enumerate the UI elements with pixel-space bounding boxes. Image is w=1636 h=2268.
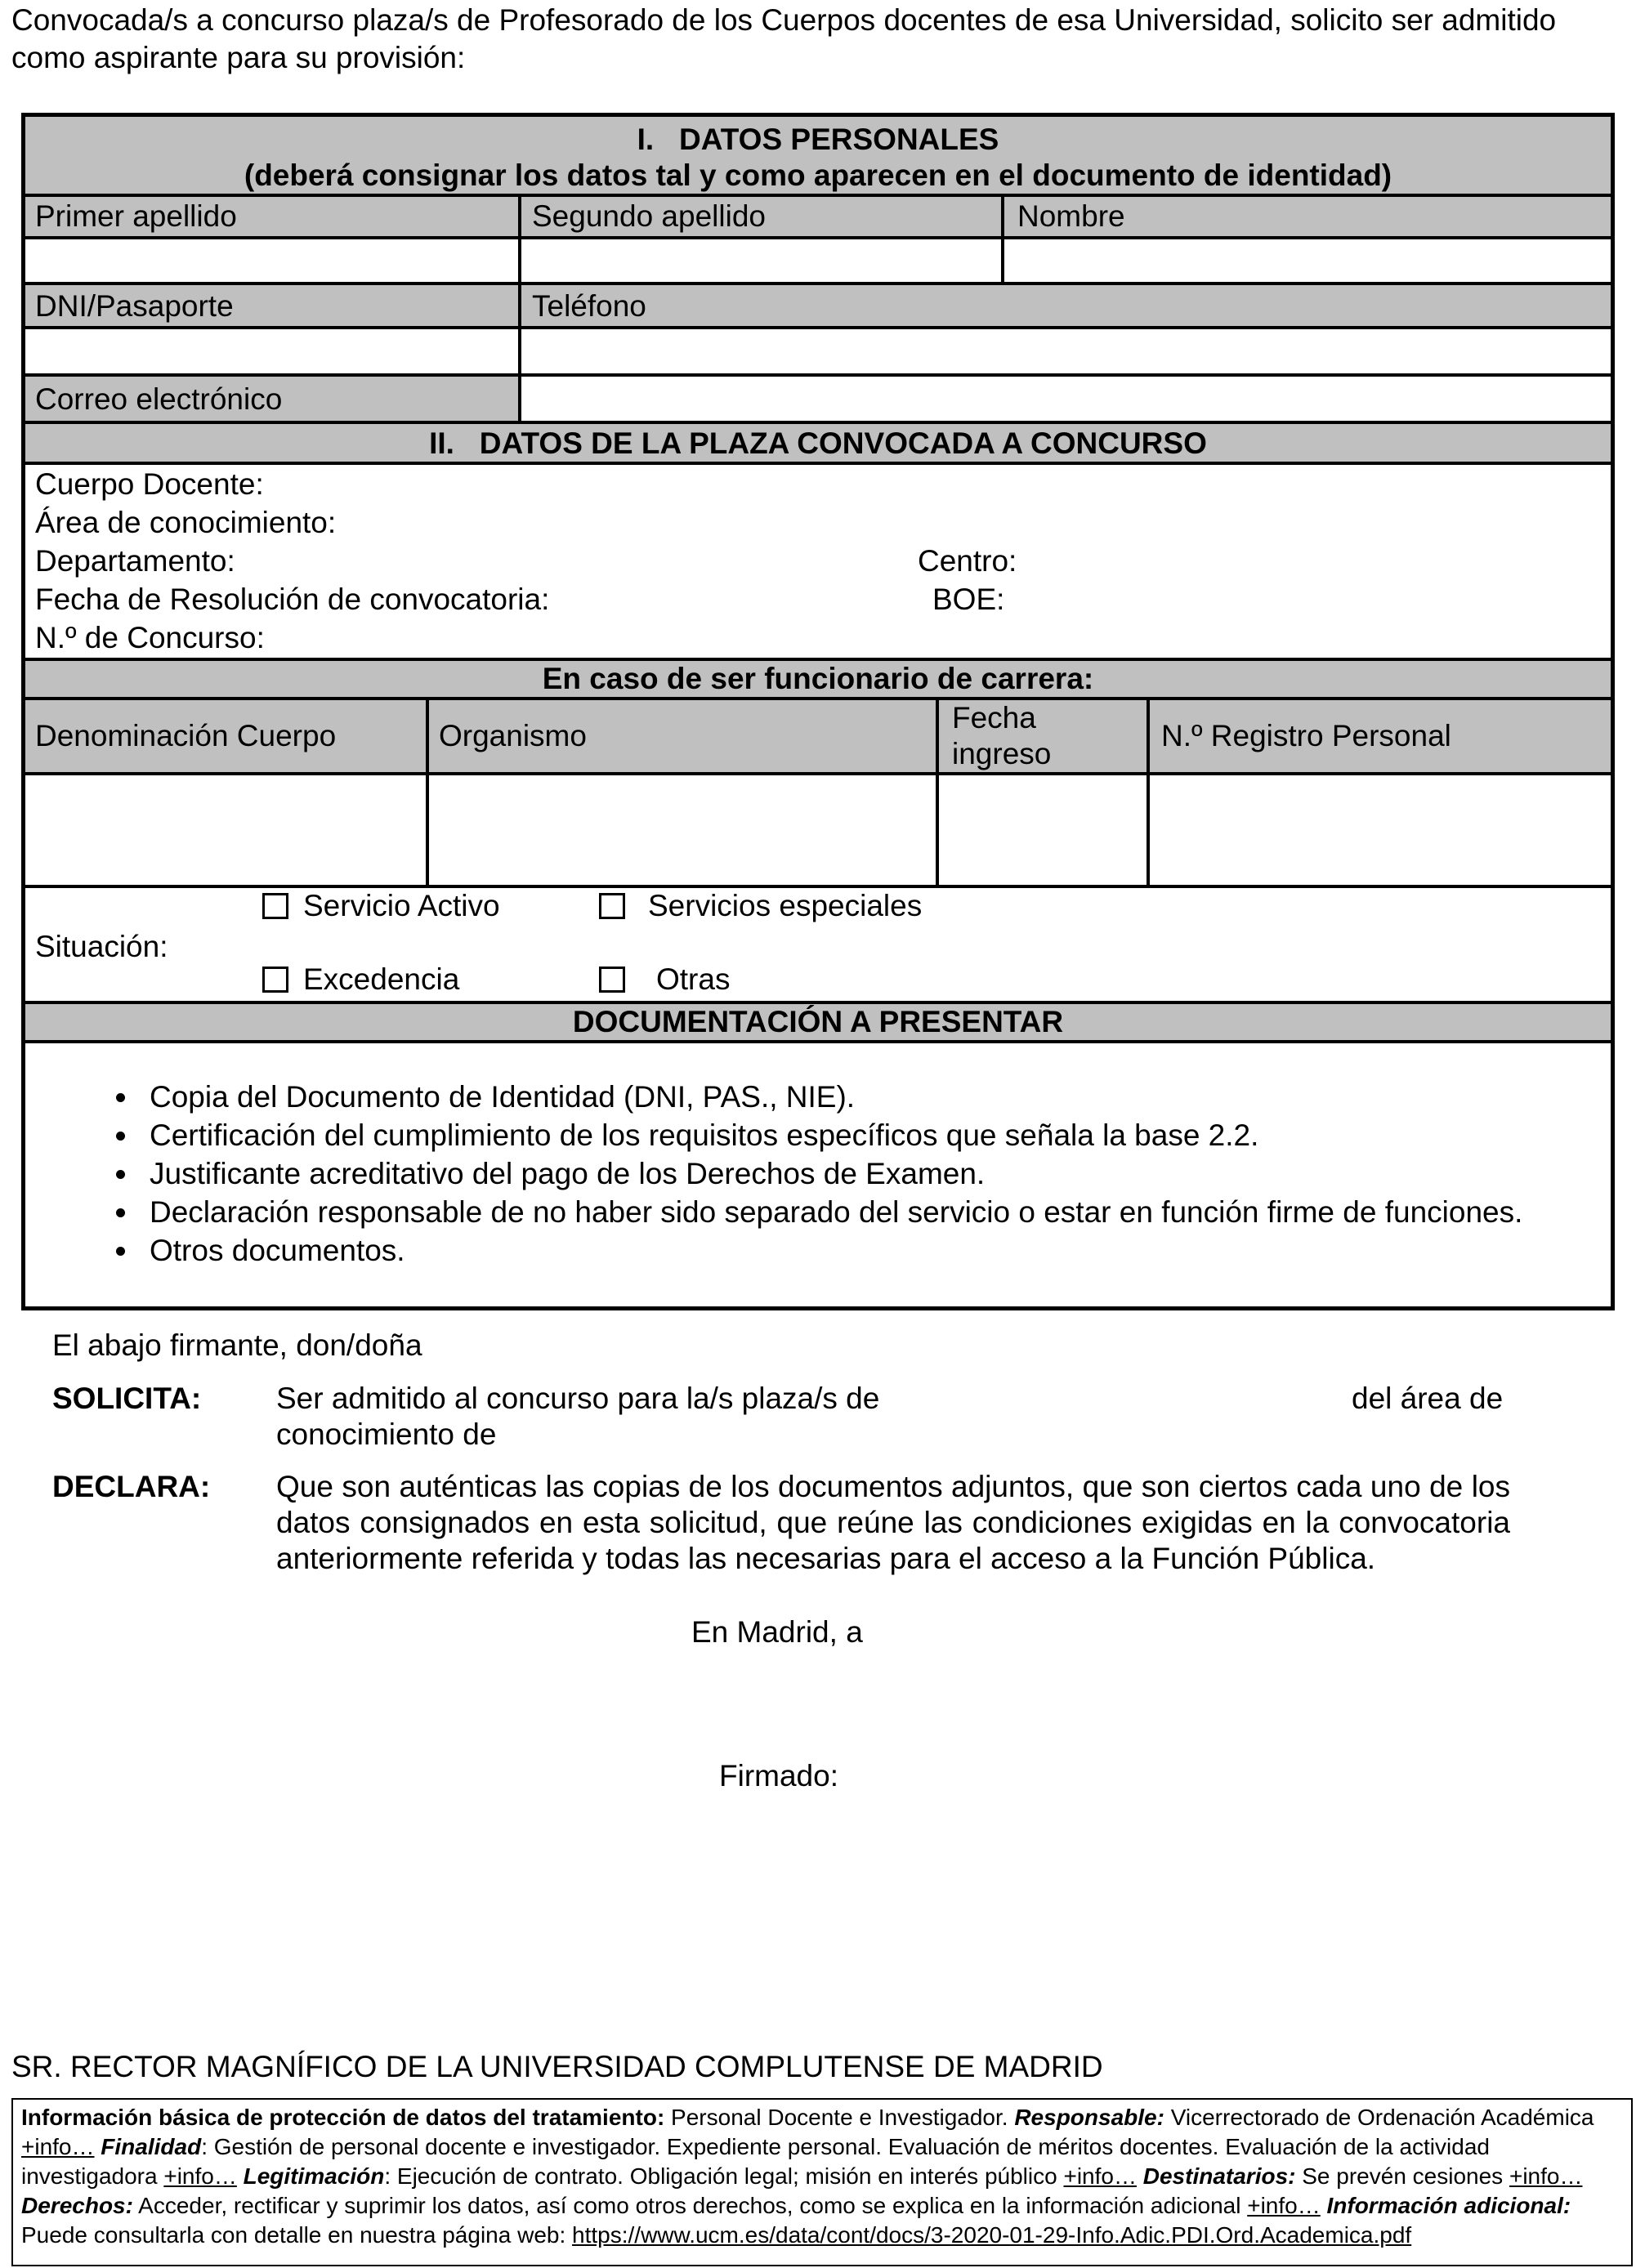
destinatarios-text: Se prevén cesiones [1295,2163,1509,2189]
dni-field[interactable] [25,329,518,373]
denominacion-cuerpo-field[interactable] [25,775,426,885]
firmado-label: Firmado: [719,1759,838,1793]
registro-personal-field[interactable] [1150,775,1611,885]
nombre-field[interactable] [1004,239,1611,282]
organismo-field[interactable] [429,775,936,885]
firmante-text: El abajo firmante, don/doña [52,1328,422,1362]
info-link[interactable]: +info… [1509,2163,1583,2189]
divider [1001,194,1004,285]
solicita-label: SOLICITA: [52,1382,202,1415]
declara-text: Que son auténticas las copias de los documentos adjuntos, que son ciertos cada uno de los datos consignados en esta solicitud, que reúne las condiciones exigidas en la convocatoria anteriormente referida y todas las necesarias para el acceso a la Función Pública. [276,1470,1510,1575]
fecha-resolucion-label: Fecha de Resolución de convocatoria: [35,583,550,616]
solicitud-form [21,113,1615,1310]
organismo-label: Organismo [439,719,587,752]
fecha-ingreso-field[interactable] [939,775,1147,885]
destinatarios-label: Destinatarios: [1142,2163,1296,2189]
fecha-ingreso-label-1: Fecha [952,701,1036,734]
dni-label: DNI/Pasaporte [35,289,234,323]
dni-labels-row [25,285,1611,326]
telefono-field[interactable] [521,329,1611,373]
divider [518,194,521,424]
servicio-activo-label: Servicio Activo [303,889,500,922]
info-adicional-text: Puede consultarla con detalle en nuestra página web: [21,2222,573,2248]
nombre-label: Nombre [1017,199,1125,233]
finalidad-text: : Gestión de personal docente e investigador. Expediente personal. Evaluación de méritos docentes. Evaluación de la actividad investigadora [21,2134,1490,2189]
area-conocimiento-label: Área de conocimiento: [35,506,337,539]
correo-label: Correo electrónico [35,382,283,416]
servicios-especiales-label: Servicios especiales [648,889,923,922]
telefono-label: Teléfono [532,289,646,323]
section1-title: I. DATOS PERSONALES [637,123,999,156]
section2-title: II. DATOS DE LA PLAZA CONVOCADA A CONCURSO [429,426,1207,460]
solicita-area-text: del área de [1352,1382,1504,1415]
servicios-especiales-checkbox[interactable] [599,893,625,919]
solicita-text: Ser admitido al concurso para la/s plaza/s de [276,1382,880,1415]
finalidad-label: Finalidad [101,2134,202,2159]
documentacion-item: • Otros documentos. [140,1231,1522,1270]
primer-apellido-label: Primer apellido [35,199,237,233]
responsable-label: Responsable: [1014,2105,1164,2130]
info-link[interactable]: +info… [21,2134,95,2159]
servicio-activo-checkbox[interactable] [262,893,288,919]
divider [25,462,1611,465]
name-labels-row [25,197,1611,236]
documentacion-list [91,1078,1522,1270]
fecha-ingreso-label-2: ingreso [952,737,1052,770]
divider [25,1040,1611,1043]
documentacion-item: • Copia del Documento de Identidad (DNI, PAS., NIE). [140,1078,1522,1116]
centro-label: Centro: [918,544,1017,578]
legitimacion-text: : Ejecución de contrato. Obligación legal; misión en interés público [384,2163,1064,2189]
documentacion-title: DOCUMENTACIÓN A PRESENTAR [572,1005,1064,1038]
otras-label: Otras [656,962,731,996]
divider [936,697,939,888]
proteccion-text: Personal Docente e Investigador. [664,2105,1015,2130]
solicita-conocimiento-text: conocimiento de [276,1418,497,1451]
segundo-apellido-label: Segundo apellido [532,199,766,233]
excedencia-label: Excedencia [303,962,460,996]
destinatario: SR. RECTOR MAGNÍFICO DE LA UNIVERSIDAD COMPLUTENSE DE MADRID [11,2050,1103,2083]
documentacion-item: • Certificación del cumplimiento de los requisitos específicos que señala la base 2.2. [140,1116,1522,1154]
departamento-label: Departamento: [35,544,235,578]
info-link[interactable]: +info… [1247,2193,1321,2218]
documentacion-item: • Declaración responsable de no haber sido separado del servicio o estar en función firme de funciones. [140,1193,1522,1231]
legitimacion-label: Legitimación [243,2163,385,2189]
responsable-text: Vicerrectorado de Ordenación Académica [1164,2105,1594,2130]
boe-label: BOE: [932,583,1005,616]
divider [426,697,429,888]
denominacion-cuerpo-label: Denominación Cuerpo [35,719,337,752]
documentacion-item: • Justificante acreditativo del pago de los Derechos de Examen. [140,1154,1522,1193]
excedencia-checkbox[interactable] [262,967,288,993]
derechos-text: Acceder, rectificar y suprimir los datos, así como otros derechos, como se explica en la información adicional [132,2193,1248,2218]
segundo-apellido-field[interactable] [521,239,1001,282]
n-concurso-label: N.º de Concurso: [35,621,265,654]
proteccion-datos-box [11,2098,1633,2266]
info-adicional-label: Información adicional: [1326,2193,1571,2218]
otras-checkbox[interactable] [599,967,625,993]
situacion-label: Situación: [35,930,168,963]
registro-personal-label: N.º Registro Personal [1161,719,1451,752]
primer-apellido-field[interactable] [25,239,518,282]
lugar-fecha: En Madrid, a [691,1615,863,1649]
section1-subtitle: (deberá consignar los datos tal y como aparecen en el documento de identidad) [244,158,1392,192]
cuerpo-docente-label: Cuerpo Docente: [35,467,264,501]
divider [1147,697,1150,888]
derechos-label: Derechos: [21,2193,133,2218]
info-adicional-url[interactable]: https://www.ucm.es/data/cont/docs/3-2020-01-29-Info.Adic.PDI.Ord.Academica.pdf [572,2222,1412,2248]
info-link[interactable]: +info… [163,2163,237,2189]
declara-label: DECLARA: [52,1470,211,1503]
info-link[interactable]: +info… [1063,2163,1137,2189]
proteccion-title: Información básica de protección de datos del tratamiento: [21,2105,665,2130]
correo-field[interactable] [521,377,1611,421]
intro-text: Convocada/s a concurso plaza/s de Profesorado de los Cuerpos docentes de esa Universidad, solicito ser admitido como aspirante para su provisión: [11,3,1557,74]
funcionario-title: En caso de ser funcionario de carrera: [542,662,1094,695]
